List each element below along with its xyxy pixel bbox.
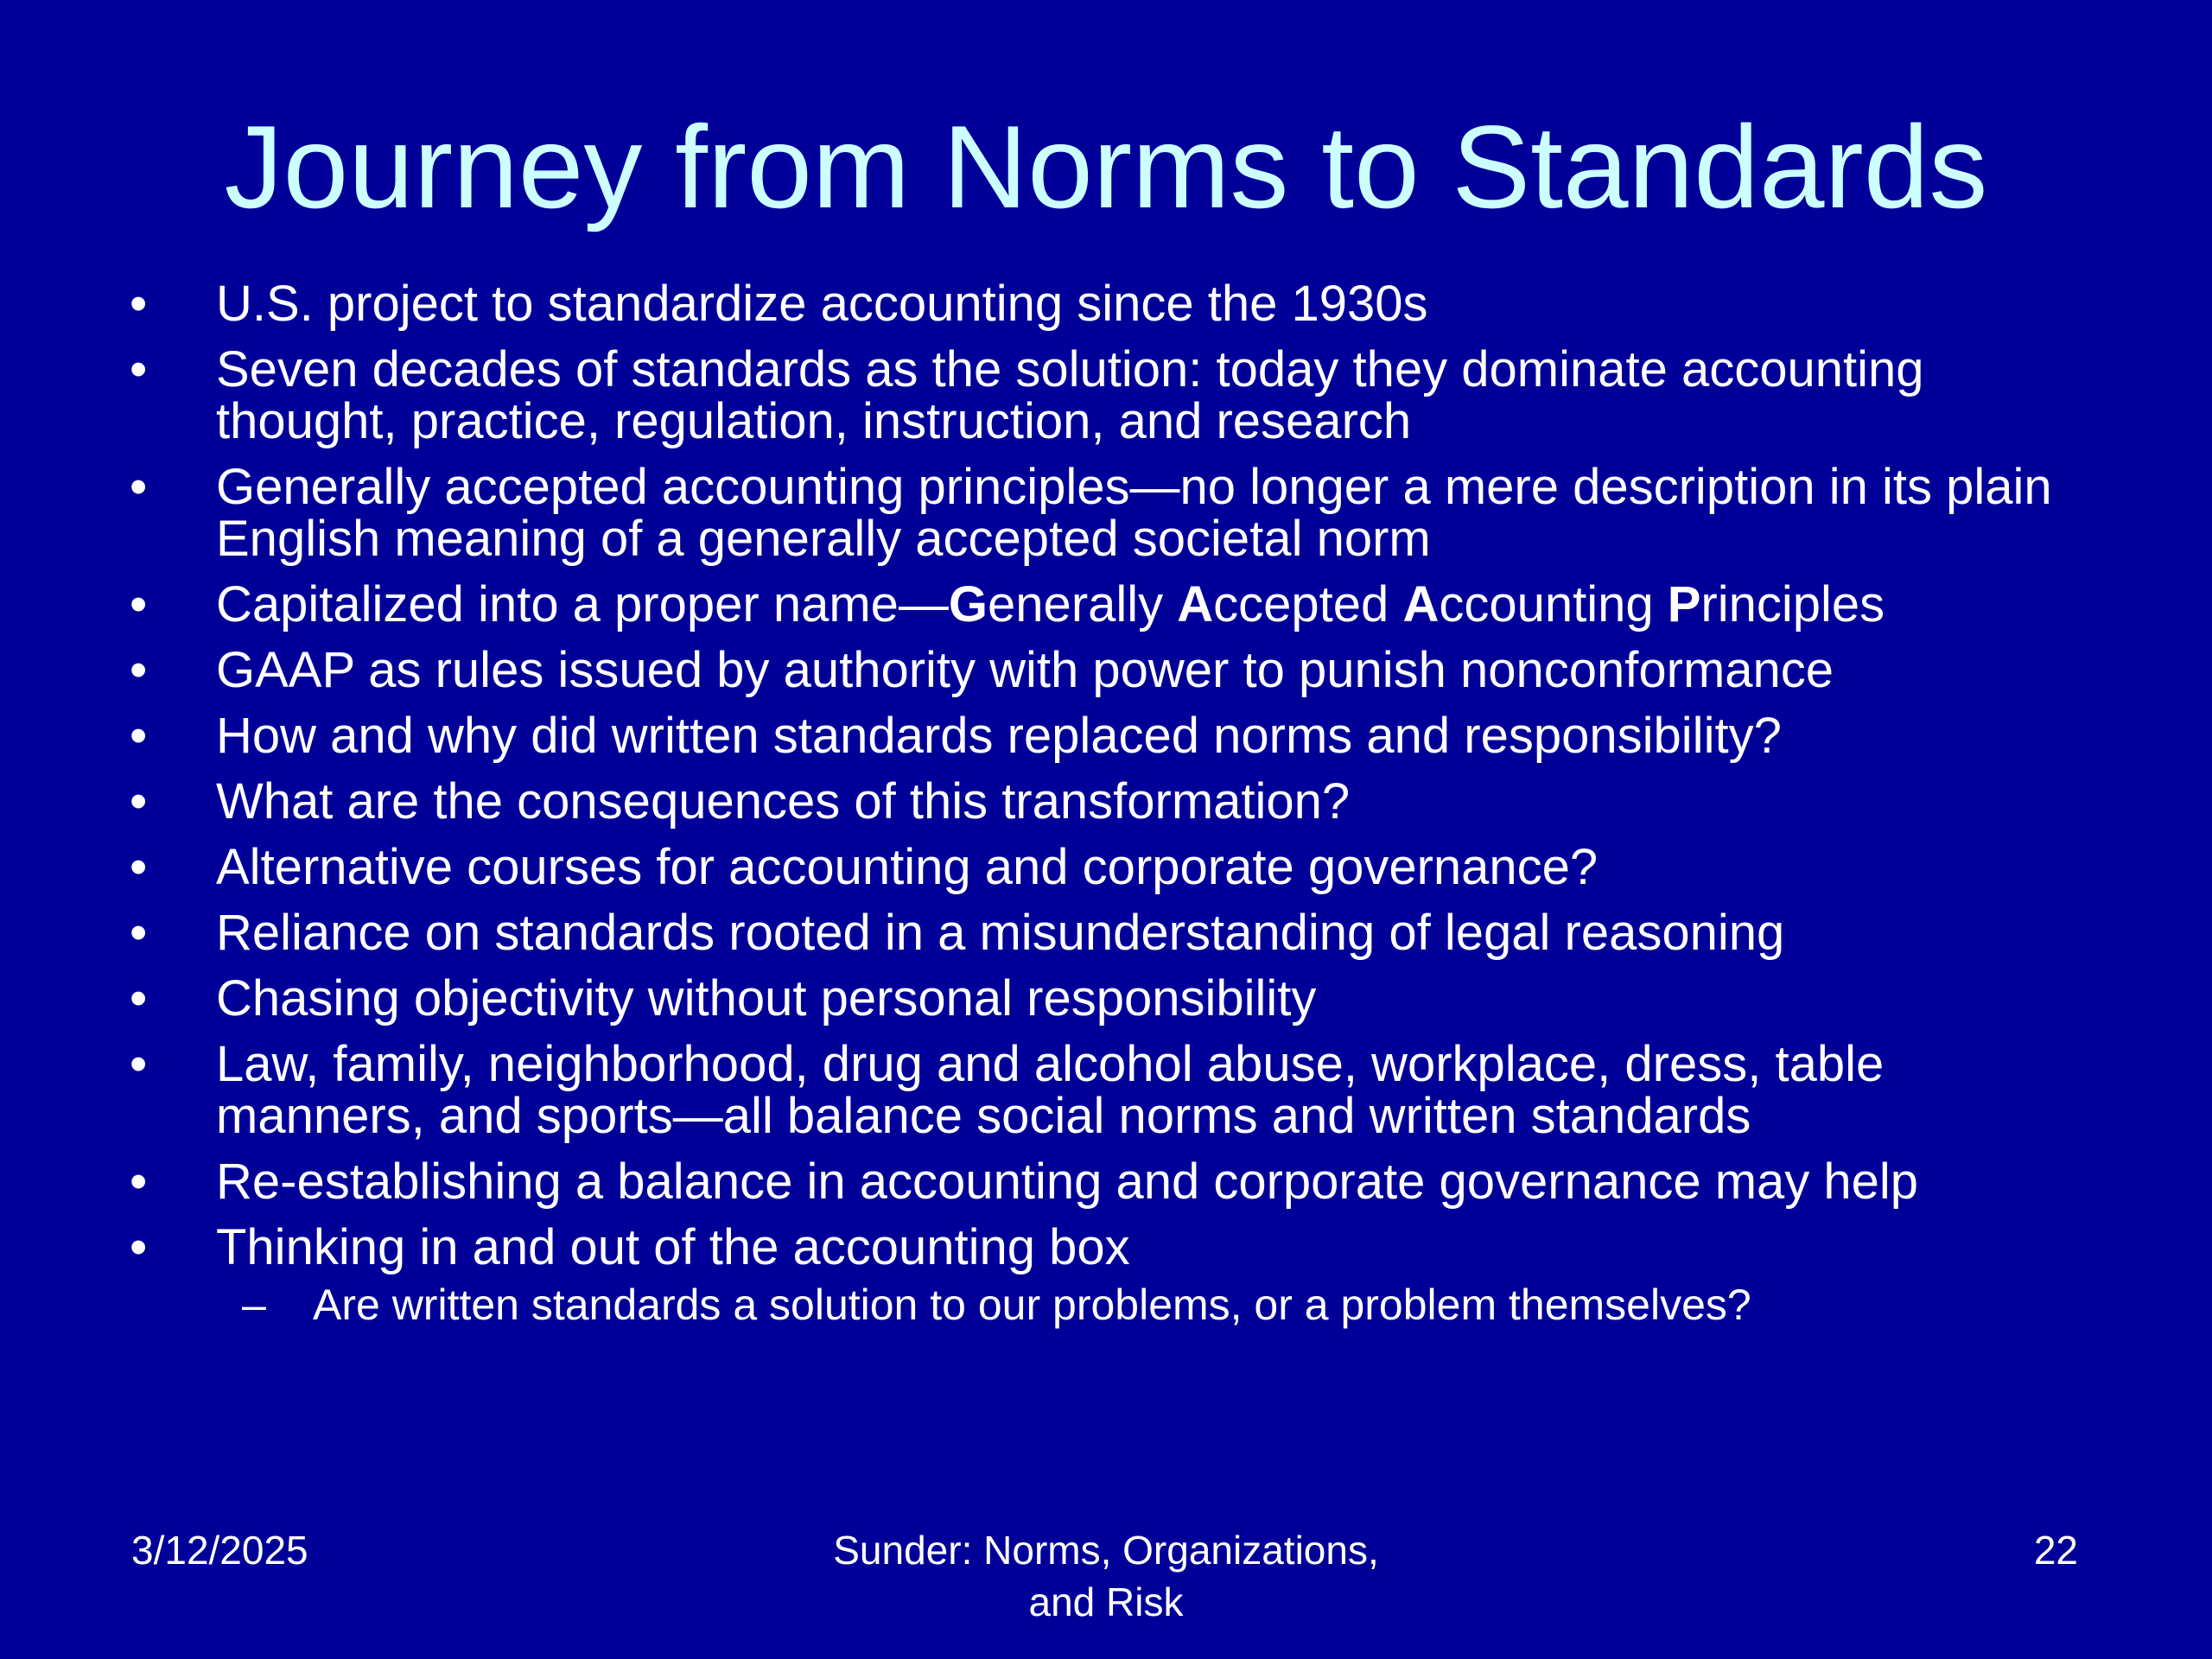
bold-initial: P — [1667, 576, 1701, 632]
bullet-item — [130, 278, 2100, 330]
text-run: enerally — [988, 576, 1178, 632]
footer-date: 3/12/2025 — [131, 1528, 308, 1573]
footer-center-line: Sunder: Norms, Organizations, — [833, 1528, 1379, 1573]
bullet-item — [130, 907, 2100, 959]
bullet-dot: • — [130, 1154, 148, 1210]
bold-initial: A — [1402, 576, 1440, 632]
bullet-item — [130, 461, 2100, 565]
bullet-text: How and why did written standards replaced norms and responsibility? — [216, 708, 1782, 764]
bullet-dot: • — [130, 1036, 148, 1092]
footer-center-line: and Risk — [1028, 1580, 1184, 1624]
bullet-dot: • — [130, 459, 148, 515]
bullet-item — [130, 839, 2100, 895]
text-run: ccounting — [1439, 576, 1668, 632]
bullet-text: Re-establishing a balance in accounting and corporate governance may help — [216, 1154, 1919, 1210]
sub-bullet-dash: – — [242, 1281, 266, 1329]
text-run: rinciples — [1700, 576, 1885, 632]
bold-initial: G — [948, 576, 988, 632]
bullet-item — [130, 773, 2100, 830]
bullet-dot: • — [130, 773, 148, 830]
bullet-item — [130, 970, 2100, 1027]
bullet-item — [130, 1156, 2100, 1208]
text-run: Capitalized into a proper name— — [216, 576, 949, 632]
bullet-text: Generally accepted accounting principles—no longer a mere description in its plain English meaning of a generally accepted societal norm — [216, 459, 2052, 567]
bullet-text: Thinking in and out of the accounting box — [216, 1219, 1130, 1275]
sub-bullet-text: Are written standards a solution to our problems, or a problem themselves? — [313, 1281, 1751, 1329]
bullet-dot: • — [130, 708, 148, 764]
bullet-item — [130, 576, 2100, 632]
bullet-dot: • — [130, 576, 148, 632]
bullet-text: GAAP as rules issued by authority with power to punish nonconformance — [216, 642, 1834, 698]
bullet-item — [130, 642, 2100, 698]
bullet-text: Alternative courses for accounting and corporate governance? — [216, 839, 1599, 895]
bullet-text: Law, family, neighborhood, drug and alcohol abuse, workplace, dress, table manners, and sports—all balance social norms and written standards — [216, 1036, 1885, 1144]
bullet-item — [130, 710, 2100, 762]
bullet-text: What are the consequences of this transformation? — [216, 773, 1351, 830]
bullet-text: Reliance on standards rooted in a misunderstanding of legal reasoning — [216, 905, 1785, 961]
bullet-dot: • — [130, 341, 148, 397]
bullet-item — [130, 341, 2100, 449]
page-number: 22 — [2033, 1528, 2078, 1573]
bullet-text: U.S. project to standardize accounting since the 1930s — [216, 276, 1428, 332]
bullet-text: Chasing objectivity without personal responsibility — [216, 970, 1317, 1027]
bullet-item — [130, 1036, 2100, 1144]
bullet-dot: • — [130, 276, 148, 332]
bullet-dot: • — [130, 970, 148, 1027]
slide-title: Journey from Norms to Standards — [224, 101, 1988, 232]
bold-initial: A — [1177, 576, 1214, 632]
bullet-text: Seven decades of standards as the solution: today they dominate accounting thought, practice, regulation, instruction, and research — [216, 341, 1924, 449]
text-run: ccepted — [1213, 576, 1403, 632]
bullet-dot: • — [130, 839, 148, 895]
bullet-list — [130, 278, 2100, 1331]
bullet-dot: • — [130, 1219, 148, 1275]
bullet-dot: • — [130, 905, 148, 961]
bullet-item — [130, 1219, 2100, 1275]
bullet-dot: • — [130, 642, 148, 698]
footer-center-text — [760, 1524, 1452, 1628]
bullet-text — [216, 576, 1885, 632]
sub-bullet-item — [130, 1279, 2100, 1331]
